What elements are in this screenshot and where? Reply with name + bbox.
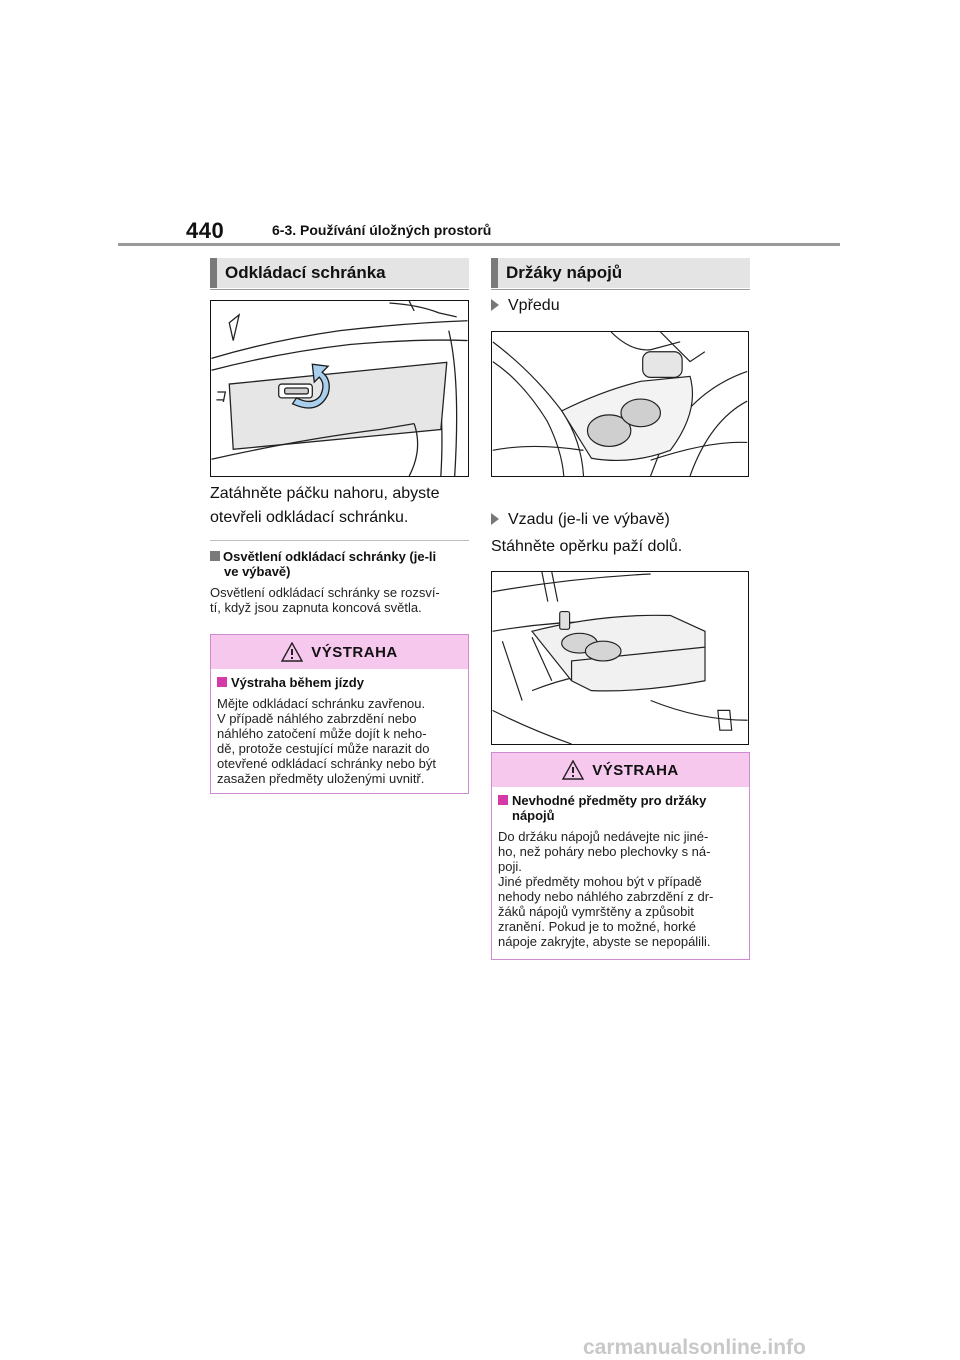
warning-title: VÝSTRAHA bbox=[592, 761, 679, 779]
triangle-bullet-icon bbox=[491, 299, 499, 311]
front-label bbox=[491, 294, 560, 318]
caption-divider bbox=[210, 540, 469, 541]
warning-triangle-icon bbox=[562, 760, 584, 780]
section-underline bbox=[491, 289, 750, 290]
square-bullet-icon bbox=[498, 795, 508, 805]
section-header-glovebox: Odkládací schránka bbox=[210, 258, 469, 288]
square-bullet-icon bbox=[217, 677, 227, 687]
square-bullet-icon bbox=[210, 551, 220, 561]
warning-subhead bbox=[217, 675, 461, 690]
glovebox-caption-line1: Zatáhněte páčku nahoru, abyste bbox=[210, 485, 440, 502]
glovebox-light-subhead bbox=[210, 549, 472, 564]
warning-subhead-line2: nápojů bbox=[512, 808, 555, 823]
triangle-bullet-icon bbox=[491, 513, 499, 525]
warning-subhead bbox=[498, 793, 742, 808]
warning-box-driving bbox=[210, 634, 469, 794]
warning-text: Do držáku nápojů nedávejte nic jiné- ho, než poháry nebo plechovky s ná- poji. Jiné předměty mohou být v případě nehody nebo náhlého zabrzdění z dr- žáků nápojů vymrštěny a způsobit zranění. Pokud je to možné, horké nápoje zakryjte, abyste se nepopálili. bbox=[498, 829, 714, 949]
warning-subhead-line1: Nevhodné předměty pro držáky bbox=[512, 793, 707, 808]
glovebox-light-text-line1: Osvětlení odkládací schránky se rozsví- bbox=[210, 585, 440, 600]
warning-text: Mějte odkládací schránku zavřenou. V případě náhlého zabrzdění nebo náhlého zatočení může dojít k neho- dě, protože cestující může narazit do otevřené odkládací schránky nebo být zasažen předměty uloženými uvnitř. bbox=[217, 696, 436, 786]
section-underline bbox=[210, 289, 469, 290]
rear-label-text: Vzadu (je-li ve výbavě) bbox=[508, 511, 670, 528]
front-label-text: Vpředu bbox=[508, 297, 560, 314]
page-number: 440 bbox=[186, 218, 225, 243]
rear-label bbox=[491, 508, 670, 532]
subhead-line1: Osvětlení odkládací schránky (je-li bbox=[223, 549, 437, 564]
rear-cupholder-illustration bbox=[491, 571, 749, 745]
glovebox-caption-line2: otevřeli odkládací schránku. bbox=[210, 509, 409, 526]
warning-header bbox=[211, 635, 468, 669]
subhead-line2: ve výbavě) bbox=[224, 564, 291, 579]
rear-caption: Stáhněte opěrku paží dolů. bbox=[491, 538, 683, 555]
warning-box-cupholder bbox=[491, 752, 750, 960]
warning-header bbox=[492, 753, 749, 787]
section-header-cupholders: Držáky nápojů bbox=[491, 258, 750, 288]
glovebox-illustration bbox=[210, 300, 469, 477]
front-cupholder-illustration bbox=[491, 331, 749, 477]
warning-subhead-text: Výstraha během jízdy bbox=[231, 675, 364, 690]
chapter-title: 6-3. Používání úložných prostorů bbox=[272, 222, 492, 238]
warning-triangle-icon bbox=[281, 642, 303, 662]
header-divider bbox=[118, 243, 840, 246]
footer-watermark[interactable]: carmanualsonline.info bbox=[583, 1336, 806, 1359]
glovebox-light-text-line2: tí, když jsou zapnuta koncová světla. bbox=[210, 600, 422, 615]
warning-title: VÝSTRAHA bbox=[311, 643, 398, 661]
